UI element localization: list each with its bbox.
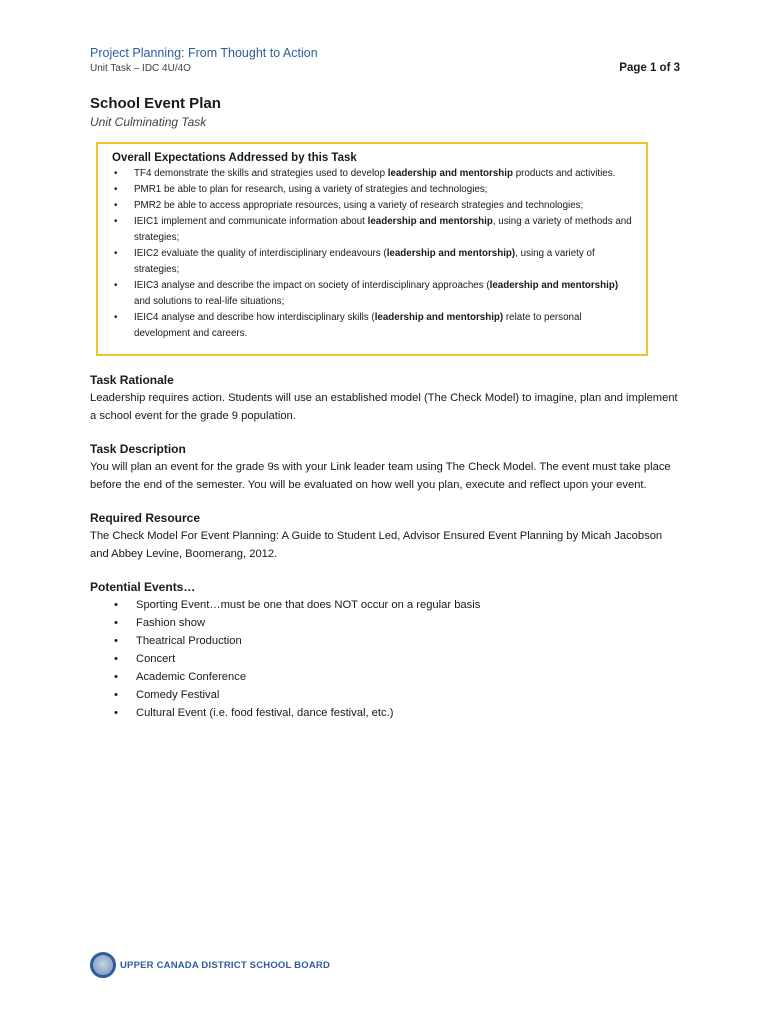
document-title: School Event Plan <box>90 95 221 112</box>
expectation-item: • IEIC3 analyse and describe the impact on society of interdisciplinary approaches (leadership and mentorship) and solutions to real-life situations; <box>112 278 636 310</box>
expectation-item: • IEIC1 implement and communicate information about leadership and mentorship, using a variety of methods and strategies; <box>112 214 636 246</box>
expectation-item: • IEIC4 analyse and describe how interdisciplinary skills (leadership and mentorship) relate to personal development and careers. <box>112 310 636 342</box>
event-item: • Cultural Event (i.e. food festival, dance festival, etc.) <box>90 704 680 722</box>
expectations-list <box>112 166 636 342</box>
project-title: Project Planning: From Thought to Action <box>90 46 318 60</box>
expectations-box <box>96 142 648 356</box>
potential-events-list <box>90 596 680 722</box>
event-item: • Theatrical Production <box>90 632 680 650</box>
task-description-body: You will plan an event for the grade 9s with your Link leader team using The Check Model. The event must take place before the end of the semester. You will be evaluated on how well you plan, execute and reflect upon your event. <box>90 461 671 491</box>
unit-task-code: Unit Task – IDC 4U/4O <box>90 63 191 74</box>
task-description-heading: Task Description <box>90 442 186 456</box>
expectation-item: • PMR1 be able to plan for research, using a variety of strategies and technologies; <box>112 182 636 198</box>
document-subtitle: Unit Culminating Task <box>90 115 207 129</box>
expectations-heading: Overall Expectations Addressed by this Task <box>112 152 357 164</box>
school-board-logo <box>90 950 330 980</box>
school-board-globe-icon <box>90 952 116 978</box>
event-item: • Concert <box>90 650 680 668</box>
required-resource-heading: Required Resource <box>90 511 201 525</box>
task-rationale-heading: Task Rationale <box>90 373 174 387</box>
expectation-item: • PMR2 be able to access appropriate resources, using a variety of research strategies and technologies; <box>112 198 636 214</box>
event-item: • Comedy Festival <box>90 686 680 704</box>
school-board-name: UPPER CANADA DISTRICT SCHOOL BOARD <box>120 959 331 971</box>
expectation-item: • TF4 demonstrate the skills and strategies used to develop leadership and mentorship products and activities. <box>112 166 636 182</box>
expectation-item: • IEIC2 evaluate the quality of interdisciplinary endeavours (leadership and mentorship), using a variety of strategies; <box>112 246 636 278</box>
document-header <box>90 44 680 78</box>
required-resource-body: The Check Model For Event Planning: A Guide to Student Led, Advisor Ensured Event Planning by Micah Jacobson and Abbey Levine, Boomerang, 2012. <box>90 530 663 560</box>
page-number: Page 1 of 3 <box>619 62 680 74</box>
event-item: • Fashion show <box>90 614 680 632</box>
document-page <box>90 44 680 722</box>
task-rationale-body: Leadership requires action. Students will use an established model (The Check Model) to imagine, plan and implement a school event for the grade 9 population. <box>90 392 678 422</box>
event-item: • Sporting Event…must be one that does NOT occur on a regular basis <box>90 596 680 614</box>
event-item: • Academic Conference <box>90 668 680 686</box>
potential-events-heading: Potential Events… <box>90 580 196 594</box>
